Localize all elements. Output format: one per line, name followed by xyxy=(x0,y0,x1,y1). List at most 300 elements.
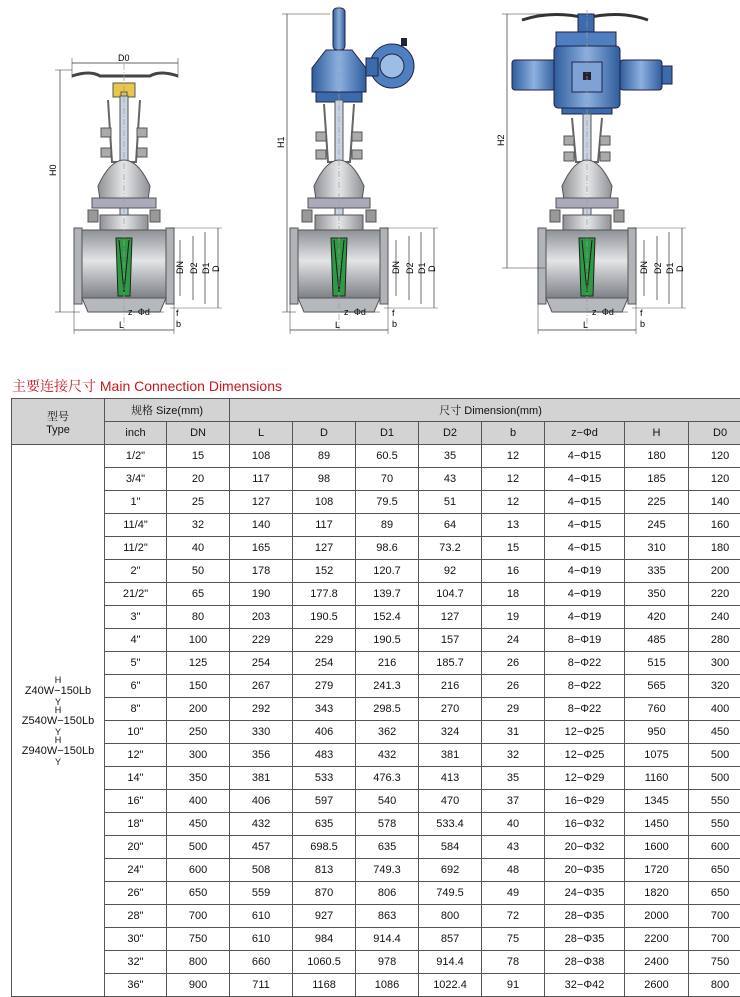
type-model-code: Z540W−150Lb xyxy=(12,714,104,728)
cell-d0: 120 xyxy=(689,468,740,491)
cell-dn: 350 xyxy=(167,767,230,790)
cell-b: 12 xyxy=(482,491,545,514)
cell-dn: 32 xyxy=(167,514,230,537)
cell-l: 267 xyxy=(230,675,293,698)
cell-l: 610 xyxy=(230,928,293,951)
cell-h: 2000 xyxy=(625,905,689,928)
cell-inch: 10" xyxy=(105,721,167,744)
table-row xyxy=(12,560,740,583)
cell-dn: 200 xyxy=(167,698,230,721)
type-model-sub: Y xyxy=(12,758,104,766)
cell-dn: 50 xyxy=(167,560,230,583)
cell-b: 19 xyxy=(482,606,545,629)
cell-d: 635 xyxy=(293,813,356,836)
cell-l: 559 xyxy=(230,882,293,905)
valve-gear-drawing xyxy=(276,6,438,334)
cell-inch: 32" xyxy=(105,951,167,974)
cell-inch: 28" xyxy=(105,905,167,928)
cell-b: 13 xyxy=(482,514,545,537)
cell-l: 203 xyxy=(230,606,293,629)
table-row xyxy=(12,951,740,974)
col-inch: inch xyxy=(105,422,167,445)
label-dn-v1: DN xyxy=(175,261,185,274)
cell-d1: 978 xyxy=(356,951,419,974)
cell-b: 26 xyxy=(482,675,545,698)
size-group-header: 规格 Size(mm) xyxy=(105,399,230,422)
cell-d0: 650 xyxy=(689,882,740,905)
cell-d0: 450 xyxy=(689,721,740,744)
col-d1: D1 xyxy=(356,422,419,445)
cell-l: 330 xyxy=(230,721,293,744)
cell-d: 177.8 xyxy=(293,583,356,606)
cell-d1: 152.4 xyxy=(356,606,419,629)
cell-inch: 3/4" xyxy=(105,468,167,491)
cell-zd: 16−Φ29 xyxy=(545,790,625,813)
cell-d0: 800 xyxy=(689,974,740,997)
table-row xyxy=(12,652,740,675)
cell-l: 254 xyxy=(230,652,293,675)
cell-inch: 1" xyxy=(105,491,167,514)
cell-d0: 280 xyxy=(689,629,740,652)
cell-d2: 92 xyxy=(419,560,482,583)
table-row xyxy=(12,445,740,468)
label-d1-v3: D1 xyxy=(665,262,675,274)
cell-l: 381 xyxy=(230,767,293,790)
label-l-v2: L xyxy=(335,320,340,330)
cell-d2: 35 xyxy=(419,445,482,468)
col-zd: z−Φd xyxy=(545,422,625,445)
col-b: b xyxy=(482,422,545,445)
cell-h: 565 xyxy=(625,675,689,698)
cell-h: 760 xyxy=(625,698,689,721)
cell-h: 1075 xyxy=(625,744,689,767)
cell-d1: 241.3 xyxy=(356,675,419,698)
cell-b: 49 xyxy=(482,882,545,905)
cell-dn: 700 xyxy=(167,905,230,928)
label-d2-v1: D2 xyxy=(189,262,199,274)
label-d0-v1: D0 xyxy=(118,53,130,63)
cell-d2: 800 xyxy=(419,905,482,928)
cell-dn: 125 xyxy=(167,652,230,675)
col-d: D xyxy=(293,422,356,445)
cell-d0: 140 xyxy=(689,491,740,514)
cell-d1: 540 xyxy=(356,790,419,813)
type-header-en: Type xyxy=(12,424,104,436)
cell-l: 127 xyxy=(230,491,293,514)
cell-d0: 500 xyxy=(689,744,740,767)
type-model-sup: H xyxy=(12,706,104,714)
cell-d: 1060.5 xyxy=(293,951,356,974)
cell-d2: 692 xyxy=(419,859,482,882)
cell-d0: 300 xyxy=(689,652,740,675)
type-model-code: Z940W−150Lb xyxy=(12,744,104,758)
valve-drawings xyxy=(0,0,740,345)
table-row xyxy=(12,721,740,744)
label-d1-v2: D1 xyxy=(417,262,427,274)
cell-dn: 500 xyxy=(167,836,230,859)
cell-h: 350 xyxy=(625,583,689,606)
cell-h: 1450 xyxy=(625,813,689,836)
cell-dn: 900 xyxy=(167,974,230,997)
cell-d2: 324 xyxy=(419,721,482,744)
cell-zd: 8−Φ22 xyxy=(545,675,625,698)
cell-d2: 216 xyxy=(419,675,482,698)
cell-inch: 24" xyxy=(105,859,167,882)
cell-b: 37 xyxy=(482,790,545,813)
table-row xyxy=(12,698,740,721)
cell-h: 180 xyxy=(625,445,689,468)
cell-d0: 220 xyxy=(689,583,740,606)
cell-dn: 25 xyxy=(167,491,230,514)
label-b-v1: b xyxy=(176,319,181,329)
cell-d: 117 xyxy=(293,514,356,537)
cell-b: 26 xyxy=(482,652,545,675)
cell-d1: 190.5 xyxy=(356,629,419,652)
cell-h: 2600 xyxy=(625,974,689,997)
cell-d1: 476.3 xyxy=(356,767,419,790)
cell-d0: 700 xyxy=(689,905,740,928)
cell-d0: 650 xyxy=(689,859,740,882)
type-model-code: Z40W−150Lb xyxy=(12,684,104,698)
cell-d0: 320 xyxy=(689,675,740,698)
label-d-v2: D xyxy=(427,265,437,272)
cell-b: 78 xyxy=(482,951,545,974)
type-model-sub: Y xyxy=(12,698,104,706)
cell-h: 1600 xyxy=(625,836,689,859)
cell-inch: 3" xyxy=(105,606,167,629)
cell-zd: 24−Φ35 xyxy=(545,882,625,905)
cell-d1: 578 xyxy=(356,813,419,836)
cell-d1: 914.4 xyxy=(356,928,419,951)
label-b-v2: b xyxy=(392,319,397,329)
cell-dn: 40 xyxy=(167,537,230,560)
cell-d2: 413 xyxy=(419,767,482,790)
cell-b: 12 xyxy=(482,468,545,491)
label-zd-v1: z−Φd xyxy=(128,307,150,317)
table-row xyxy=(12,882,740,905)
cell-h: 185 xyxy=(625,468,689,491)
cell-l: 356 xyxy=(230,744,293,767)
cell-h: 420 xyxy=(625,606,689,629)
cell-zd: 28−Φ35 xyxy=(545,928,625,951)
cell-h: 2400 xyxy=(625,951,689,974)
cell-dn: 150 xyxy=(167,675,230,698)
table-row xyxy=(12,813,740,836)
cell-b: 40 xyxy=(482,813,545,836)
label-d2-v3: D2 xyxy=(653,262,663,274)
cell-l: 292 xyxy=(230,698,293,721)
cell-inch: 20" xyxy=(105,836,167,859)
type-header xyxy=(12,399,105,445)
table-row xyxy=(12,974,740,997)
label-zd-v2: z−Φd xyxy=(344,307,366,317)
cell-l: 406 xyxy=(230,790,293,813)
table-row xyxy=(12,859,740,882)
cell-d2: 185.7 xyxy=(419,652,482,675)
cell-inch: 36" xyxy=(105,974,167,997)
cell-d: 1168 xyxy=(293,974,356,997)
cell-d0: 600 xyxy=(689,836,740,859)
cell-zd: 20−Φ35 xyxy=(545,859,625,882)
cell-inch: 30" xyxy=(105,928,167,951)
cell-dn: 600 xyxy=(167,859,230,882)
label-d2-v2: D2 xyxy=(405,262,415,274)
cell-d2: 381 xyxy=(419,744,482,767)
cell-inch: 14" xyxy=(105,767,167,790)
table-row xyxy=(12,905,740,928)
cell-inch: 18" xyxy=(105,813,167,836)
col-dn: DN xyxy=(167,422,230,445)
cell-inch: 5" xyxy=(105,652,167,675)
cell-d0: 200 xyxy=(689,560,740,583)
cell-d: 406 xyxy=(293,721,356,744)
cell-h: 515 xyxy=(625,652,689,675)
cell-d: 152 xyxy=(293,560,356,583)
cell-d1: 89 xyxy=(356,514,419,537)
cell-zd: 28−Φ38 xyxy=(545,951,625,974)
cell-h: 310 xyxy=(625,537,689,560)
cell-b: 24 xyxy=(482,629,545,652)
cell-dn: 100 xyxy=(167,629,230,652)
label-b-v3: b xyxy=(640,319,645,329)
cell-dn: 80 xyxy=(167,606,230,629)
dimensions-table xyxy=(11,398,740,997)
cell-l: 165 xyxy=(230,537,293,560)
cell-b: 12 xyxy=(482,445,545,468)
cell-d: 254 xyxy=(293,652,356,675)
cell-zd: 4−Φ19 xyxy=(545,583,625,606)
cell-d0: 750 xyxy=(689,951,740,974)
cell-inch: 26" xyxy=(105,882,167,905)
table-row xyxy=(12,790,740,813)
cell-inch: 16" xyxy=(105,790,167,813)
cell-d: 190.5 xyxy=(293,606,356,629)
type-header-cn: 型号 xyxy=(12,408,104,424)
label-l-v1: L xyxy=(119,320,124,330)
cell-d: 533 xyxy=(293,767,356,790)
cell-d2: 104.7 xyxy=(419,583,482,606)
cell-d0: 400 xyxy=(689,698,740,721)
cell-d: 279 xyxy=(293,675,356,698)
cell-d1: 79.5 xyxy=(356,491,419,514)
cell-zd: 8−Φ22 xyxy=(545,698,625,721)
type-model-sup: H xyxy=(12,736,104,744)
cell-d1: 432 xyxy=(356,744,419,767)
cell-inch: 1/2" xyxy=(105,445,167,468)
cell-dn: 250 xyxy=(167,721,230,744)
label-d-v1: D xyxy=(211,265,221,272)
cell-d0: 500 xyxy=(689,767,740,790)
cell-d1: 139.7 xyxy=(356,583,419,606)
valve-handwheel-drawing xyxy=(48,53,222,334)
cell-inch: 21/2" xyxy=(105,583,167,606)
cell-zd: 4−Φ15 xyxy=(545,514,625,537)
cell-l: 508 xyxy=(230,859,293,882)
cell-l: 457 xyxy=(230,836,293,859)
label-h0-v1: H0 xyxy=(48,164,58,176)
cell-zd: 8−Φ22 xyxy=(545,652,625,675)
cell-dn: 65 xyxy=(167,583,230,606)
cell-d0: 120 xyxy=(689,445,740,468)
cell-l: 117 xyxy=(230,468,293,491)
table-row xyxy=(12,491,740,514)
cell-inch: 11/2" xyxy=(105,537,167,560)
cell-d: 343 xyxy=(293,698,356,721)
cell-h: 2200 xyxy=(625,928,689,951)
cell-l: 190 xyxy=(230,583,293,606)
cell-zd: 20−Φ32 xyxy=(545,836,625,859)
cell-d2: 127 xyxy=(419,606,482,629)
cell-d0: 700 xyxy=(689,928,740,951)
cell-d1: 216 xyxy=(356,652,419,675)
label-f-v1: f xyxy=(176,308,179,318)
cell-d2: 584 xyxy=(419,836,482,859)
cell-zd: 4−Φ19 xyxy=(545,560,625,583)
cell-dn: 450 xyxy=(167,813,230,836)
cell-inch: 4" xyxy=(105,629,167,652)
cell-d0: 550 xyxy=(689,790,740,813)
cell-dn: 400 xyxy=(167,790,230,813)
table-row xyxy=(12,537,740,560)
cell-d2: 1022.4 xyxy=(419,974,482,997)
cell-h: 950 xyxy=(625,721,689,744)
cell-l: 178 xyxy=(230,560,293,583)
table-row xyxy=(12,606,740,629)
cell-h: 335 xyxy=(625,560,689,583)
label-d1-v1: D1 xyxy=(201,262,211,274)
cell-d: 108 xyxy=(293,491,356,514)
cell-h: 1820 xyxy=(625,882,689,905)
cell-zd: 4−Φ15 xyxy=(545,491,625,514)
cell-d2: 914.4 xyxy=(419,951,482,974)
cell-b: 29 xyxy=(482,698,545,721)
cell-dn: 800 xyxy=(167,951,230,974)
cell-d0: 240 xyxy=(689,606,740,629)
table-row xyxy=(12,583,740,606)
cell-zd: 4−Φ15 xyxy=(545,468,625,491)
col-d2: D2 xyxy=(419,422,482,445)
cell-d1: 749.3 xyxy=(356,859,419,882)
label-h1-v2: H1 xyxy=(276,136,286,148)
cell-inch: 2" xyxy=(105,560,167,583)
cell-d2: 857 xyxy=(419,928,482,951)
cell-d1: 806 xyxy=(356,882,419,905)
cell-dn: 15 xyxy=(167,445,230,468)
cell-zd: 16−Φ32 xyxy=(545,813,625,836)
cell-inch: 11/4" xyxy=(105,514,167,537)
cell-d: 870 xyxy=(293,882,356,905)
label-zd-v3: z−Φd xyxy=(592,307,614,317)
valve-electric-drawing xyxy=(496,10,686,334)
cell-l: 711 xyxy=(230,974,293,997)
cell-zd: 12−Φ25 xyxy=(545,744,625,767)
cell-d2: 73.2 xyxy=(419,537,482,560)
label-f-v3: f xyxy=(640,308,643,318)
cell-zd: 12−Φ25 xyxy=(545,721,625,744)
cell-d: 597 xyxy=(293,790,356,813)
cell-l: 229 xyxy=(230,629,293,652)
cell-d0: 160 xyxy=(689,514,740,537)
cell-h: 1160 xyxy=(625,767,689,790)
label-dn-v2: DN xyxy=(391,261,401,274)
cell-d0: 550 xyxy=(689,813,740,836)
cell-h: 485 xyxy=(625,629,689,652)
table-row xyxy=(12,836,740,859)
cell-d1: 298.5 xyxy=(356,698,419,721)
cell-h: 1720 xyxy=(625,859,689,882)
cell-b: 43 xyxy=(482,836,545,859)
cell-zd: 4−Φ15 xyxy=(545,537,625,560)
cell-d: 229 xyxy=(293,629,356,652)
cell-d2: 43 xyxy=(419,468,482,491)
cell-b: 15 xyxy=(482,537,545,560)
cell-d1: 120.7 xyxy=(356,560,419,583)
cell-zd: 4−Φ19 xyxy=(545,606,625,629)
cell-h: 1345 xyxy=(625,790,689,813)
table-row xyxy=(12,767,740,790)
cell-b: 16 xyxy=(482,560,545,583)
cell-dn: 20 xyxy=(167,468,230,491)
cell-d: 813 xyxy=(293,859,356,882)
cell-d2: 270 xyxy=(419,698,482,721)
col-d0: D0 xyxy=(689,422,740,445)
section-title: 主要连接尺寸 Main Connection Dimensions xyxy=(12,376,282,396)
label-d-v3: D xyxy=(675,265,685,272)
cell-inch: 6" xyxy=(105,675,167,698)
cell-d: 483 xyxy=(293,744,356,767)
table-row xyxy=(12,514,740,537)
cell-d: 127 xyxy=(293,537,356,560)
cell-b: 72 xyxy=(482,905,545,928)
table-row xyxy=(12,928,740,951)
cell-zd: 4−Φ15 xyxy=(545,445,625,468)
cell-l: 432 xyxy=(230,813,293,836)
dimension-group-header: 尺寸 Dimension(mm) xyxy=(230,399,740,422)
cell-d2: 157 xyxy=(419,629,482,652)
cell-d2: 470 xyxy=(419,790,482,813)
col-h: H xyxy=(625,422,689,445)
cell-d2: 749.5 xyxy=(419,882,482,905)
cell-h: 245 xyxy=(625,514,689,537)
cell-h: 225 xyxy=(625,491,689,514)
cell-l: 108 xyxy=(230,445,293,468)
cell-d2: 51 xyxy=(419,491,482,514)
cell-d2: 533.4 xyxy=(419,813,482,836)
cell-d1: 863 xyxy=(356,905,419,928)
cell-d1: 98.6 xyxy=(356,537,419,560)
table-row xyxy=(12,744,740,767)
cell-l: 610 xyxy=(230,905,293,928)
table-row xyxy=(12,675,740,698)
cell-d2: 64 xyxy=(419,514,482,537)
cell-d1: 635 xyxy=(356,836,419,859)
cell-d: 927 xyxy=(293,905,356,928)
cell-b: 32 xyxy=(482,744,545,767)
table-row xyxy=(12,468,740,491)
cell-b: 18 xyxy=(482,583,545,606)
label-dn-v3: DN xyxy=(639,261,649,274)
cell-d: 698.5 xyxy=(293,836,356,859)
cell-zd: 28−Φ35 xyxy=(545,905,625,928)
cell-b: 31 xyxy=(482,721,545,744)
cell-b: 35 xyxy=(482,767,545,790)
cell-inch: 12" xyxy=(105,744,167,767)
cell-l: 660 xyxy=(230,951,293,974)
label-h2-v3: H2 xyxy=(496,134,506,146)
cell-d: 89 xyxy=(293,445,356,468)
cell-d1: 60.5 xyxy=(356,445,419,468)
cell-d0: 180 xyxy=(689,537,740,560)
